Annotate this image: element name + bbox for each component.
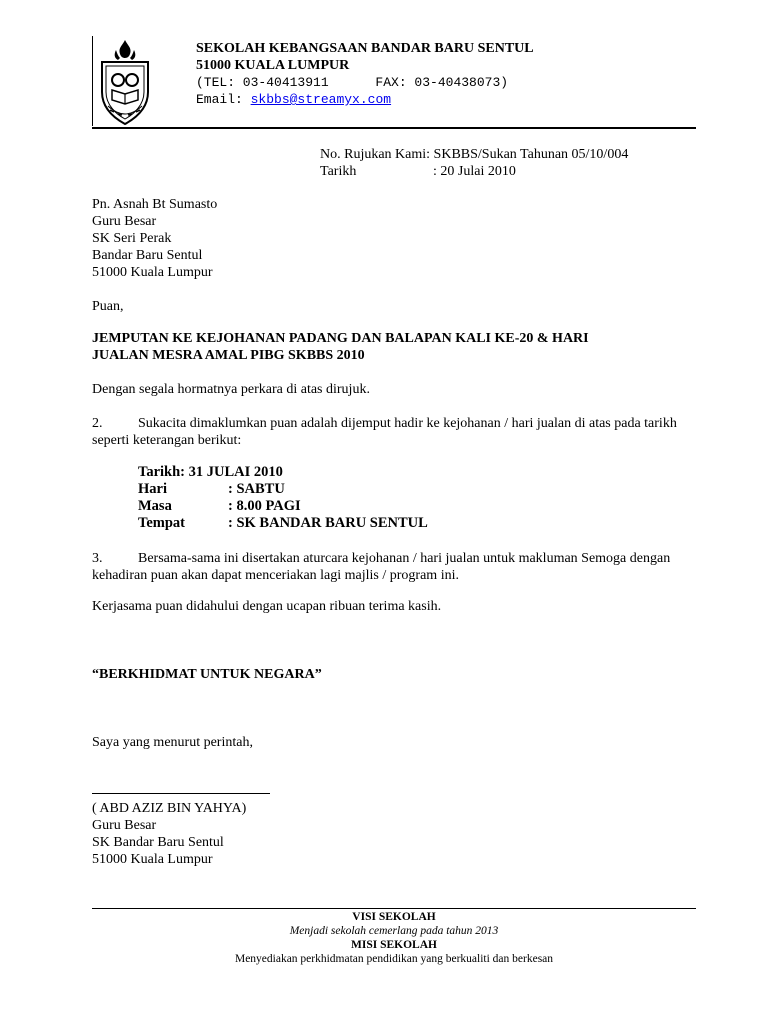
vision-title: VISI SEKOLAH xyxy=(352,911,436,923)
event-time-value: : 8.00 PAGI xyxy=(228,498,301,514)
vision-text: Menjadi sekolah cemerlang pada tahun 2013 xyxy=(289,925,499,937)
paragraph-2-text: Sukacita dimaklumkan puan adalah dijemput hadir ke kejohanan / hari jualan di atas pada tarikh seperti keterangan berikut: xyxy=(92,416,677,448)
recipient-line: 51000 Kuala Lumpur xyxy=(92,265,213,280)
recipient-line: Guru Besar xyxy=(92,214,157,229)
recipient-line: Bandar Baru Sentul xyxy=(92,248,203,263)
motto: “BERKHIDMAT UNTUK NEGARA” xyxy=(92,667,322,682)
paragraph-1: Dengan segala hormatnya perkara di atas dirujuk. xyxy=(92,382,370,397)
event-time-label: Masa xyxy=(138,498,172,514)
signatory-school: SK Bandar Baru Sentul xyxy=(92,835,224,850)
paragraph-number: 3. xyxy=(92,551,103,566)
signatory-city: 51000 Kuala Lumpur xyxy=(92,852,213,867)
event-day-value: : SABTU xyxy=(228,481,285,497)
school-crest-icon xyxy=(96,36,154,128)
email-link[interactable]: skbbs@streamyx.com xyxy=(250,92,392,107)
event-time-row xyxy=(138,498,428,515)
event-day-row xyxy=(138,481,428,498)
ref-label: No. Rujukan Kami: xyxy=(320,147,431,162)
recipient-line: SK Seri Perak xyxy=(92,231,172,246)
event-place-value: : SK BANDAR BARU SENTUL xyxy=(228,515,428,531)
letterhead xyxy=(196,40,534,108)
signature-line xyxy=(92,793,270,794)
recipient-line: Pn. Asnah Bt Sumasto xyxy=(92,197,218,212)
date-label: Tarikh xyxy=(320,164,357,179)
salutation: Puan, xyxy=(92,299,124,314)
school-name: SEKOLAH KEBANGSAAN BANDAR BARU SENTUL xyxy=(196,41,534,56)
signatory-name: ( ABD AZIZ BIN YAHYA) xyxy=(92,801,247,816)
event-place-label: Tempat xyxy=(138,515,185,531)
ref-value: SKBBS/Sukan Tahunan 05/10/004 xyxy=(433,147,629,162)
paragraph-number: 2. xyxy=(92,416,103,431)
closing-line: Saya yang menurut perintah, xyxy=(92,735,253,750)
signatory-title: Guru Besar xyxy=(92,818,157,833)
paragraph-2 xyxy=(92,415,696,449)
event-date: Tarikh: 31 JULAI 2010 xyxy=(138,464,283,480)
mission-text: Menyediakan perkhidmatan pendidikan yang berkualiti dan berkesan xyxy=(234,953,554,965)
event-place-row xyxy=(138,515,428,532)
footer xyxy=(92,910,696,966)
school-postcode-city: 51000 KUALA LUMPUR xyxy=(196,58,350,73)
event-day-label: Hari xyxy=(138,481,167,497)
paragraph-3 xyxy=(92,550,696,584)
subject-line-2: JUALAN MESRA AMAL PIBG SKBBS 2010 xyxy=(92,348,365,363)
reference-block xyxy=(320,146,628,180)
signatory-block xyxy=(92,800,246,868)
paragraph-3-text: Bersama-sama ini disertakan aturcara kejohanan / hari jualan untuk makluman Semoga dengan kehadiran puan akan dapat menceriakan lagi majlis / program ini. xyxy=(92,551,671,583)
mission-title: MISI SEKOLAH xyxy=(351,939,437,951)
paragraph-4: Kerjasama puan didahului dengan ucapan ribuan terima kasih. xyxy=(92,599,442,614)
school-contact: (TEL: 03-40413911 FAX: 03-40438073) xyxy=(196,75,509,90)
event-details xyxy=(138,464,428,532)
header-divider xyxy=(92,127,696,129)
header-left-border xyxy=(92,36,93,126)
date-value: : 20 Julai 2010 xyxy=(433,164,516,179)
school-email-line xyxy=(196,91,534,108)
email-label: Email: xyxy=(196,92,243,107)
recipient-address xyxy=(92,196,217,281)
subject-line-1: JEMPUTAN KE KEJOHANAN PADANG DAN BALAPAN KALI KE-20 & HARI xyxy=(92,331,589,346)
subject-heading xyxy=(92,330,696,364)
footer-divider xyxy=(92,908,696,909)
